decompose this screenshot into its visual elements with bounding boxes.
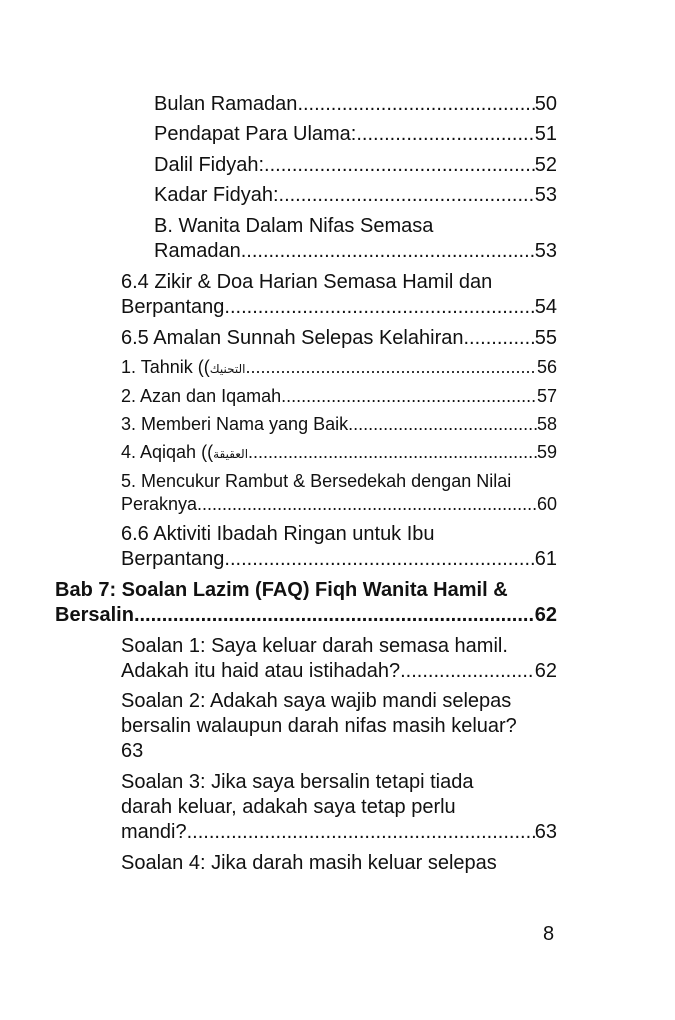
toc-entry-aqiqah[interactable] <box>121 440 557 466</box>
toc-page-number: 62 <box>534 604 557 626</box>
toc-page-number: 61 <box>534 548 557 570</box>
toc-entry-title: Kadar Fidyah: <box>154 184 279 206</box>
dot-leader <box>197 492 537 516</box>
toc-page-number: 59 <box>536 442 557 462</box>
toc-entry-soalan3[interactable] <box>121 820 557 844</box>
toc-page-number: 50 <box>534 93 557 115</box>
toc-entry-title: 2. Azan dan Iqamah <box>121 386 282 406</box>
toc-entry-tahnik[interactable] <box>121 355 557 381</box>
dot-leader <box>279 183 535 207</box>
toc-page-number: 53 <box>534 240 557 262</box>
toc-page-number: 54 <box>534 296 557 318</box>
toc-page-number: 53 <box>534 184 557 206</box>
toc-entry-dalil[interactable] <box>154 153 557 177</box>
toc-page-number: 58 <box>536 414 557 434</box>
toc-entry-title: Dalil Fidyah: <box>154 154 265 176</box>
dot-leader <box>241 239 535 263</box>
dot-leader <box>224 295 534 319</box>
arabic-term: العقيقة <box>213 447 249 461</box>
toc-entry-soalan3-line1: Soalan 3: Jika saya bersalin tetapi tiada <box>121 771 474 793</box>
toc-entry-bulan-ramadan[interactable] <box>154 92 557 116</box>
dot-leader <box>463 326 534 350</box>
dot-leader <box>264 153 535 177</box>
toc-entry-soalan4-line1: Soalan 4: Jika darah masih keluar selepas <box>121 852 497 874</box>
toc-entry-nama[interactable] <box>121 412 557 436</box>
toc-page-number: 57 <box>536 386 557 406</box>
dot-leader <box>224 547 534 571</box>
dot-leader <box>348 412 537 436</box>
toc-entry-title: Bulan Ramadan <box>154 93 298 115</box>
toc-entry-aktiviti-line1: 6.6 Aktiviti Ibadah Ringan untuk Ibu <box>121 523 435 545</box>
dot-leader <box>400 659 535 683</box>
dot-leader <box>248 440 537 464</box>
chapter-heading-title: Bersalin <box>55 604 134 626</box>
toc-entry-title: 4. Aqiqah (( <box>121 442 214 462</box>
dot-leader <box>187 820 535 844</box>
toc-entry-title: 6.5 Amalan Sunnah Selepas Kelahiran <box>121 327 464 349</box>
dot-leader <box>134 603 535 627</box>
toc-entry-bab7[interactable] <box>55 603 557 627</box>
toc-entry-zikir-line1: 6.4 Zikir & Doa Harian Semasa Hamil dan <box>121 271 493 293</box>
toc-entry-soalan2-line2: bersalin walaupun darah nifas masih keluar? <box>121 715 517 737</box>
toc-entry-title: 1. Tahnik (( <box>121 357 210 377</box>
toc-page-number: 56 <box>536 357 557 377</box>
toc-entry-title: Peraknya <box>121 494 198 514</box>
toc-page-number: 60 <box>536 494 557 514</box>
toc-entry-wanita-nifas[interactable] <box>154 239 557 263</box>
chapter-heading-line1: Bab 7: Soalan Lazim (FAQ) Fiqh Wanita Hamil & <box>55 579 508 601</box>
toc-entry-soalan1-line1: Soalan 1: Saya keluar darah semasa hamil. <box>121 635 508 657</box>
toc-entry-title: Berpantang <box>121 296 225 318</box>
toc-page-number: 51 <box>534 123 557 145</box>
toc-page-number: 63 <box>534 821 557 843</box>
toc-entry-mencukur[interactable] <box>121 492 557 516</box>
toc-page-number: 62 <box>534 660 557 682</box>
dot-leader <box>297 92 534 116</box>
toc-entry-aktiviti[interactable] <box>121 547 557 571</box>
toc-entry-title: mandi? <box>121 821 187 843</box>
toc-entry-mencukur-line1: 5. Mencukur Rambut & Bersedekah dengan Nilai <box>121 471 512 491</box>
toc-entry-title: Ramadan <box>154 240 241 262</box>
toc-entry-title: Berpantang <box>121 548 225 570</box>
toc-entry-azan[interactable] <box>121 384 557 408</box>
toc-page-number[interactable]: 63 <box>121 740 144 762</box>
toc-entry-soalan2-line1: Soalan 2: Adakah saya wajib mandi selepas <box>121 690 512 712</box>
toc-entry-kadar[interactable] <box>154 183 557 207</box>
toc-page-number: 55 <box>534 327 557 349</box>
toc-entry-wanita-nifas-line1: B. Wanita Dalam Nifas Semasa <box>154 215 434 237</box>
arabic-term: التحنيك <box>209 362 246 376</box>
toc-entry-amalan[interactable] <box>121 326 557 350</box>
toc-entry-soalan1[interactable] <box>121 659 557 683</box>
dot-leader <box>281 384 537 408</box>
toc-page-number: 52 <box>534 154 557 176</box>
toc-entry-title: Pendapat Para Ulama: <box>154 123 357 145</box>
page-number: 8 <box>543 923 555 945</box>
toc-entry-zikir[interactable] <box>121 295 557 319</box>
toc-entry-title: Adakah itu haid atau istihadah? <box>121 660 401 682</box>
dot-leader <box>356 122 534 146</box>
toc-entry-pendapat[interactable] <box>154 122 557 146</box>
toc-entry-title: 3. Memberi Nama yang Baik <box>121 414 349 434</box>
dot-leader <box>245 355 537 379</box>
toc-entry-soalan3-line2: darah keluar, adakah saya tetap perlu <box>121 796 456 818</box>
